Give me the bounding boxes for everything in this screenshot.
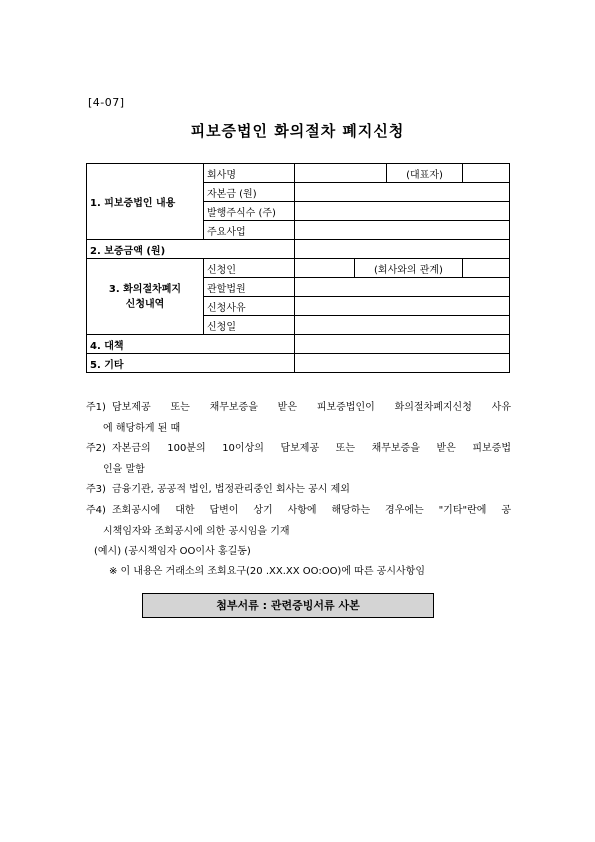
note-2-text: 자본금의 100분의 10이상의 담보제공 또는 채무보증을 받은 피보증법 [112, 443, 511, 454]
table-row [87, 164, 510, 183]
section5-label: 5. 기타 [87, 354, 295, 373]
date-label: 신청일 [204, 316, 295, 335]
applicant-label: 신청인 [204, 259, 295, 278]
section1-label: 1. 피보증법인 내용 [87, 164, 204, 240]
note-3-text: 금융기관, 공공적 법인, 법정관리중인 회사는 공시 제외 [112, 484, 350, 495]
note-4-continuation: 시책임자와 조회공시에 의한 공시임을 기재 [103, 526, 290, 537]
footnotes [86, 398, 511, 582]
note-4 [86, 501, 511, 521]
company-name-value[interactable] [295, 164, 387, 183]
section2-label: 2. 보증금액 (원) [87, 240, 295, 259]
applicant-value[interactable] [295, 259, 355, 278]
court-value[interactable] [295, 278, 510, 297]
section3-label-line1: 3. 화의절차폐지 [108, 283, 182, 295]
countermeasure-value[interactable] [295, 335, 510, 354]
company-name-label: 회사명 [204, 164, 295, 183]
note-1-number: 주1) [86, 402, 106, 413]
note-4-number: 주4) [86, 505, 106, 516]
note-3-number: 주3) [86, 484, 106, 495]
shares-value[interactable] [295, 202, 510, 221]
section3-label-line2: 신청내역 [125, 298, 165, 310]
note-1 [86, 398, 511, 418]
table-row [87, 335, 510, 354]
note-2-continuation: 인을 말함 [103, 464, 145, 475]
note-4-text: 조회공시에 대한 답변이 상기 사항에 해당하는 경우에는 "기타"란에 공 [112, 505, 511, 516]
note-1-text: 담보제공 또는 채무보증을 받은 피보증법인이 화의절차폐지신청 사유 [112, 402, 511, 413]
capital-value[interactable] [295, 183, 510, 202]
document-title: 피보증법인 화의절차 폐지신청 [190, 122, 405, 140]
table-row [87, 354, 510, 373]
attachment-box: 첨부서류 : 관련증빙서류 사본 [142, 593, 434, 618]
guarantee-amount-value[interactable] [295, 240, 510, 259]
representative-label: (대표자) [387, 164, 463, 183]
date-value[interactable] [295, 316, 510, 335]
reason-value[interactable] [295, 297, 510, 316]
court-label: 관할법원 [204, 278, 295, 297]
remark-line: ※ 이 내용은 거래소의 조회요구(20 .XX.XX OO:OO)에 따른 공시사항임 [109, 566, 425, 577]
note-2-number: 주2) [86, 443, 106, 454]
example-line: (예시) (공시책임자 OO이사 홍길동) [94, 546, 251, 557]
relation-label: (회사와의 관계) [355, 259, 463, 278]
other-value[interactable] [295, 354, 510, 373]
table-row [87, 240, 510, 259]
note-2 [86, 439, 511, 459]
capital-label: 자본금 (원) [204, 183, 295, 202]
note-3 [86, 480, 511, 500]
business-value[interactable] [295, 221, 510, 240]
form-code: [4-07] [88, 96, 125, 109]
shares-label: 발행주식수 (주) [204, 202, 295, 221]
table-row [87, 259, 510, 278]
representative-value[interactable] [463, 164, 510, 183]
relation-value[interactable] [463, 259, 510, 278]
note-1-continuation: 에 해당하게 된 때 [103, 423, 181, 434]
reason-label: 신청사유 [204, 297, 295, 316]
disclosure-form-table [86, 163, 510, 373]
business-label: 주요사업 [204, 221, 295, 240]
section4-label: 4. 대책 [87, 335, 295, 354]
section3-label [87, 259, 204, 335]
